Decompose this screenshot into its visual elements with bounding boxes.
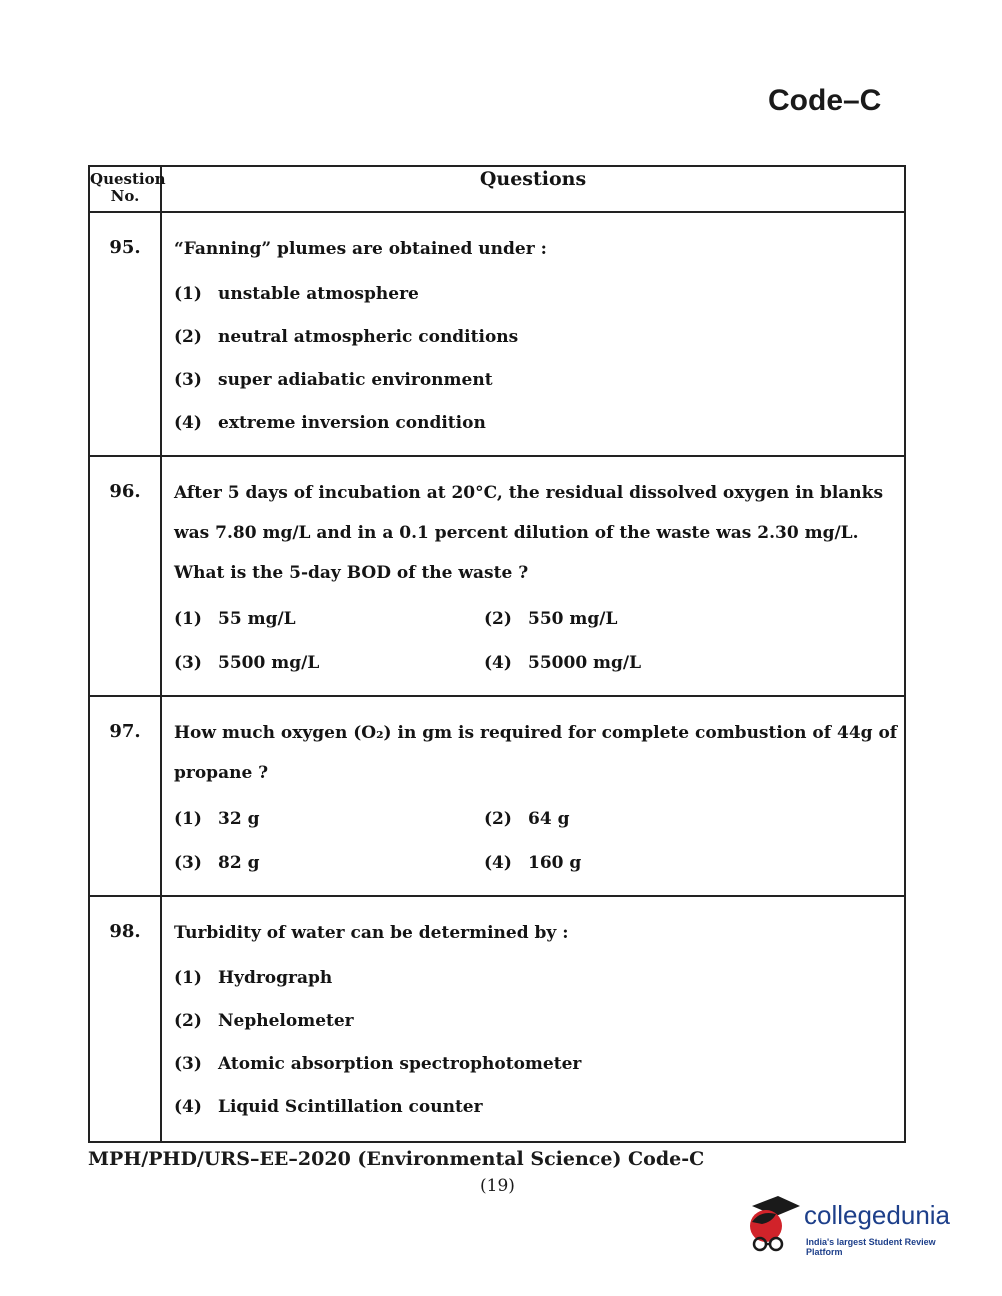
options-grid <box>174 797 900 885</box>
mascot-logo-icon <box>742 1192 802 1252</box>
question-row-95 <box>89 212 905 456</box>
question-number: 95. <box>89 212 161 456</box>
questions-table <box>88 165 906 1143</box>
option-1: (1) Hydrograph <box>174 968 333 988</box>
question-body <box>161 212 905 456</box>
question-stem: “Fanning” plumes are obtained under : <box>174 239 547 259</box>
option-3: (3) 5500 mg/L <box>174 653 320 673</box>
question-stem: After 5 days of incubation at 20°C, the residual dissolved oxygen in blanks was 7.80 mg/L and in a 0.1 percent dilution of the waste was 2.30 mg/L. What is the 5-day BOD of the waste ? <box>174 483 884 583</box>
option-4: (4) Liquid Scintillation counter <box>174 1097 483 1117</box>
question-body <box>161 696 905 896</box>
option-4: (4) 160 g <box>484 853 582 873</box>
option-2: (2) neutral atmospheric conditions <box>174 327 519 347</box>
option-1: (1) unstable atmosphere <box>174 284 419 304</box>
brand-tagline: India's largest Student Review Platform <box>806 1237 936 1257</box>
question-number: 97. <box>89 696 161 896</box>
collegedunia-watermark <box>742 1192 972 1257</box>
option-1: (1) 32 g <box>174 809 260 829</box>
question-no-header: Question No. <box>89 166 161 212</box>
question-number: 98. <box>89 896 161 1142</box>
exam-footer-title: MPH/PHD/URS–EE–2020 (Environmental Science) Code-C <box>88 1148 705 1170</box>
options-grid <box>174 597 900 685</box>
question-body <box>161 896 905 1142</box>
table-header-row <box>89 166 905 212</box>
question-number: 96. <box>89 456 161 696</box>
paper-code-label: Code–C <box>768 84 882 117</box>
option-3: (3) Atomic absorption spectrophotometer <box>174 1054 582 1074</box>
questions-header: Questions <box>161 166 905 212</box>
page-number: (19) <box>480 1176 515 1196</box>
question-body <box>161 456 905 696</box>
option-2: (2) Nephelometer <box>174 1011 354 1031</box>
question-stem: How much oxygen (O₂) in gm is required for complete combustion of 44g of propane ? <box>174 723 898 783</box>
option-3: (3) super adiabatic environment <box>174 370 493 390</box>
option-3: (3) 82 g <box>174 853 260 873</box>
option-2: (2) 550 mg/L <box>484 609 618 629</box>
question-stem: Turbidity of water can be determined by : <box>174 923 569 943</box>
question-row-98 <box>89 896 905 1142</box>
brand-name: collegedunia <box>804 1200 951 1230</box>
option-4: (4) extreme inversion condition <box>174 413 486 433</box>
option-4: (4) 55000 mg/L <box>484 653 642 673</box>
question-row-96 <box>89 456 905 696</box>
option-2: (2) 64 g <box>484 809 570 829</box>
option-1: (1) 55 mg/L <box>174 609 296 629</box>
question-row-97 <box>89 696 905 896</box>
